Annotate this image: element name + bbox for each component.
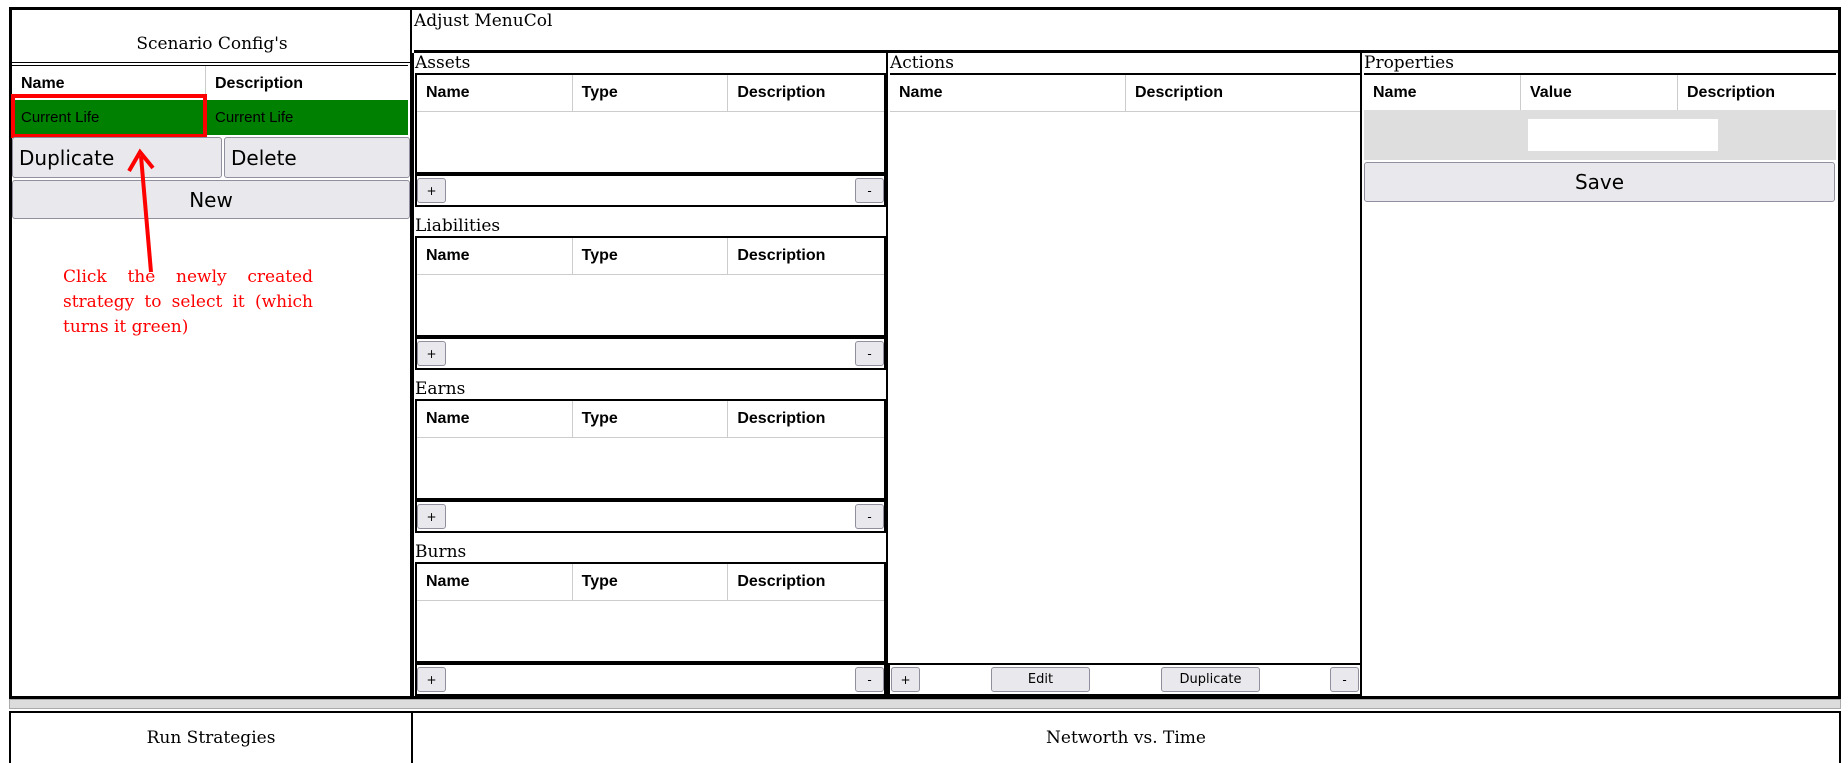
burns-remove-button[interactable]: - (855, 667, 884, 692)
burns-toolbar (415, 663, 886, 696)
column-header-type: Type (573, 238, 729, 274)
column-header-name: Name (417, 401, 573, 437)
delete-button[interactable]: Delete (224, 137, 410, 178)
scenario-row-name: Current Life (21, 109, 100, 126)
networth-chart-title: Networth vs. Time (1046, 728, 1206, 748)
annotation-highlight-box (11, 94, 207, 138)
burns-add-button[interactable]: + (417, 667, 446, 692)
column-header-type: Type (573, 75, 729, 111)
column-header-name: Name (417, 564, 573, 600)
column-header-value: Value (1521, 75, 1678, 111)
column-header-type: Type (573, 401, 729, 437)
annotation-text: Click the newly created strategy to select it (which turns it green) (63, 267, 313, 337)
column-header-description: Description (215, 74, 304, 92)
actions-edit-button[interactable]: Edit (991, 667, 1090, 692)
liabilities-remove-button[interactable]: - (855, 341, 884, 366)
actions-duplicate-button[interactable]: Duplicate (1161, 667, 1260, 692)
column-header-name: Name (12, 66, 206, 101)
earns-remove-button[interactable]: - (855, 504, 884, 529)
liabilities-title: Liabilities (415, 216, 501, 236)
burns-table (415, 562, 886, 663)
earns-table (415, 399, 886, 500)
liabilities-toolbar (415, 337, 886, 370)
column-header-name: Name (1364, 75, 1521, 111)
properties-title: Properties (1364, 53, 1454, 73)
scenario-title-divider (12, 62, 412, 63)
actions-toolbar (888, 663, 1362, 696)
column-header-description: Description (737, 84, 826, 101)
column-header-name: Name (417, 238, 573, 274)
annotation-arrow (112, 138, 172, 278)
column-header-name: Name (417, 75, 573, 111)
liabilities-add-button[interactable]: + (417, 341, 446, 366)
run-strategies-title: Run Strategies (146, 728, 276, 748)
column-header-description: Description (1687, 84, 1776, 101)
assets-add-button[interactable]: + (417, 178, 446, 203)
properties-table (1364, 73, 1836, 110)
assets-toolbar (415, 174, 886, 207)
liabilities-table (415, 236, 886, 337)
earns-add-button[interactable]: + (417, 504, 446, 529)
new-button[interactable]: New (12, 180, 410, 219)
duplicate-button[interactable]: Duplicate (12, 137, 222, 178)
actions-add-button[interactable]: + (891, 667, 920, 692)
adjust-title: Adjust MenuCol (414, 11, 553, 31)
assets-table (415, 73, 886, 174)
column-header-description: Description (737, 410, 826, 427)
actions-table (890, 73, 1360, 663)
assets-title: Assets (415, 53, 471, 73)
save-button[interactable]: Save (1364, 162, 1835, 202)
properties-input-row (1364, 110, 1836, 160)
splitter[interactable] (9, 699, 1841, 709)
column-header-description: Description (737, 247, 826, 264)
property-value-input[interactable] (1528, 119, 1718, 151)
column-header-type: Type (573, 564, 729, 600)
burns-title: Burns (415, 542, 467, 562)
column-header-name: Name (890, 75, 1126, 111)
assets-remove-button[interactable]: - (855, 178, 884, 203)
actions-remove-button[interactable]: - (1330, 667, 1359, 692)
scenario-panel (12, 10, 412, 696)
actions-title: Actions (890, 53, 954, 73)
column-header-description: Description (1135, 84, 1224, 101)
scenario-row-description: Current Life (215, 109, 294, 126)
earns-toolbar (415, 500, 886, 533)
column-header-description: Description (737, 573, 826, 590)
scenario-title: Scenario Config's (136, 34, 288, 54)
earns-title: Earns (415, 379, 466, 399)
